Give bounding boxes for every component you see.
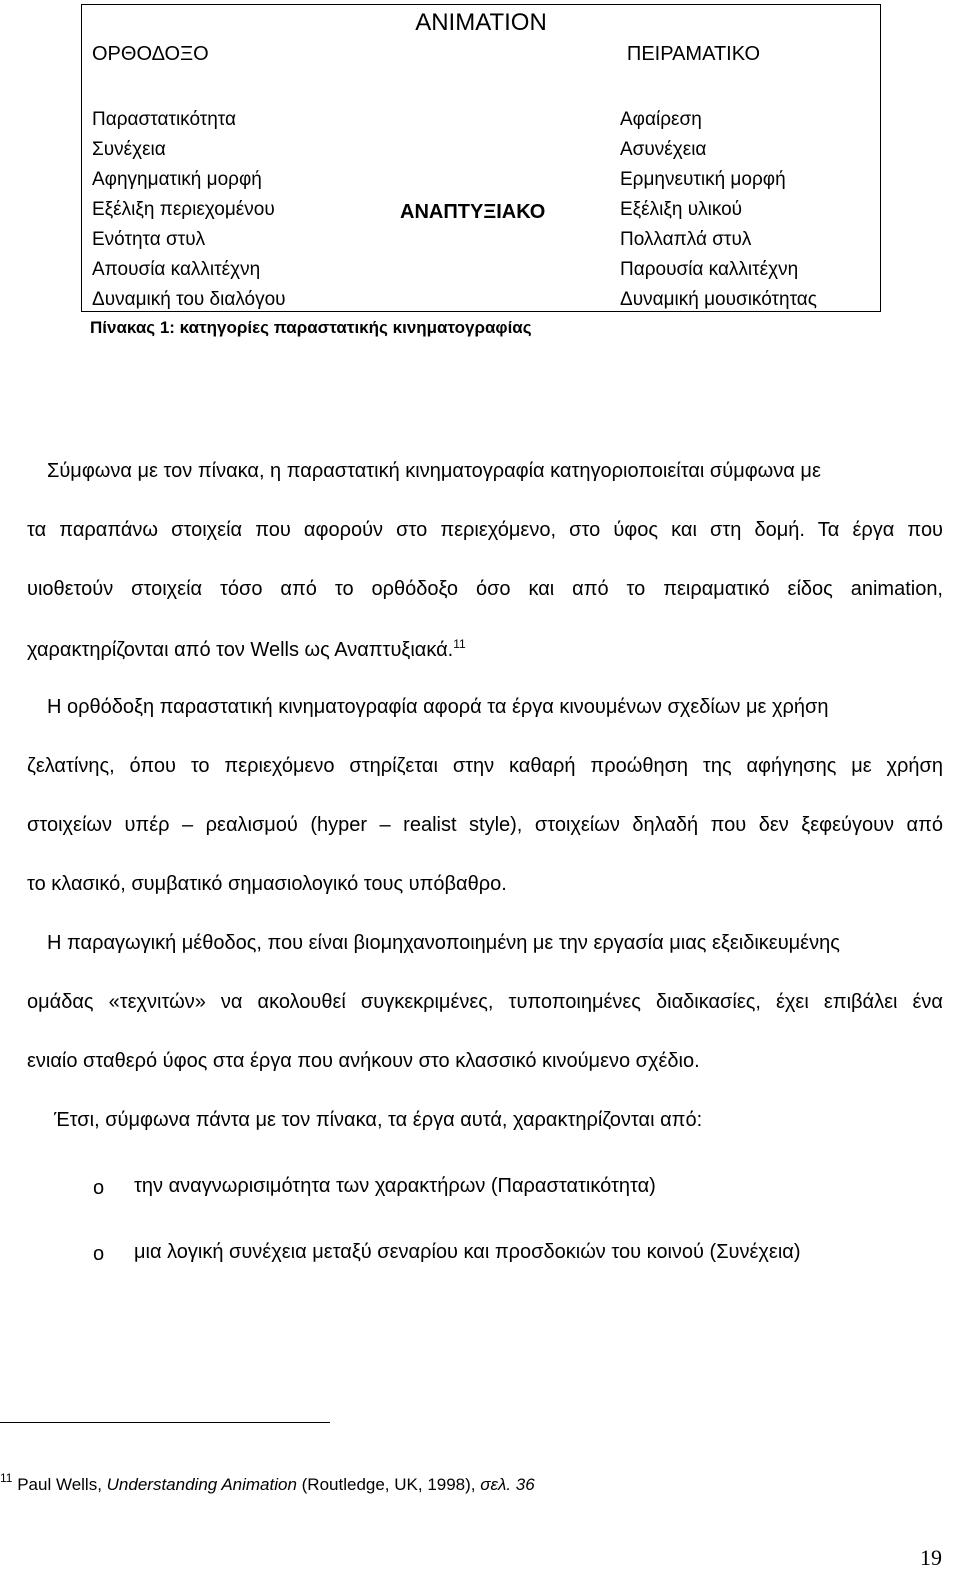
footnote-publisher: (Routledge, UK, 1998),: [296, 1475, 481, 1494]
footnote-page: σελ. 36: [480, 1475, 535, 1494]
list-item: Ασυνέχεια: [620, 139, 707, 160]
list-item: Αφηγηματική μορφή: [92, 169, 262, 190]
paragraph-1-line-3: υιοθετούν στοιχεία τόσο από το ορθόδοξο όσο και από το πειραματικό είδος animation,: [27, 578, 943, 600]
footnote-title: Understanding Animation: [106, 1475, 297, 1494]
list-item: Πολλαπλά στυλ: [620, 229, 752, 250]
list-item: Ενότητα στυλ: [92, 229, 206, 250]
experimental-list: [620, 105, 817, 315]
paragraph-2-line-3: στοιχείων υπέρ – ρεαλισμού (hyper – realist style), στοιχείων δηλαδή που δεν ξεφεύγουν από: [27, 814, 943, 836]
table-title: ANIMATION: [415, 9, 547, 36]
bullet-marker: o: [93, 1177, 105, 1199]
paragraph-4: Έτσι, σύμφωνα πάντα με τον πίνακα, τα έργα αυτά, χαρακτηρίζονται από:: [54, 1109, 703, 1131]
paragraph-2-line-4: το κλασικό, συμβατικό σημασιολογικό τους υπόβαθρο.: [27, 873, 507, 895]
paragraph-1-line-4-text: χαρακτηρίζονται από τον Wells ως Αναπτυξιακά.: [27, 639, 454, 661]
footnote-author: Paul Wells,: [17, 1475, 107, 1494]
paragraph-3-line-1: Η παραγωγική μέθοδος, που είναι βιομηχανοποιημένη με την εργασία μιας εξειδικευμένης: [47, 932, 840, 954]
list-item: Συνέχεια: [92, 139, 166, 160]
categories-table: [81, 4, 881, 312]
bullet-marker: o: [93, 1243, 105, 1265]
list-item: Παραστατικότητα: [92, 109, 237, 130]
footnote-ref[interactable]: 11: [453, 637, 466, 651]
header-experimental: ΠΕΙΡΑΜΑΤΙΚΟ: [626, 43, 760, 65]
list-item: Ερμηνευτική μορφή: [620, 169, 786, 190]
paragraph-3-line-2: ομάδας «τεχνιτών» να ακολουθεί συγκεκριμένες, τυποποιημένες διαδικασίες, έχει επιβάλει ένα: [27, 991, 943, 1013]
paragraph-2-line-1: Η ορθόδοξη παραστατική κινηματογραφία αφορά τα έργα κινουμένων σχεδίων με χρήση: [47, 696, 829, 718]
list-item: Εξέλιξη υλικού: [620, 199, 743, 220]
bullet-item-1: την αναγνωρισιμότητα των χαρακτήρων (Παραστατικότητα): [134, 1175, 656, 1197]
list-item: Εξέλιξη περιεχομένου: [92, 199, 275, 220]
paragraph-1-line-4: [27, 637, 466, 662]
paragraph-1-line-2: τα παραπάνω στοιχεία που αφορούν στο περιεχόμενο, στο ύφος και στη δομή. Τα έργα που: [27, 519, 943, 541]
table-caption: Πίνακας 1: κατηγορίες παραστατικής κινηματογραφίας: [90, 318, 532, 337]
header-orthodox: ΟΡΘΟΔΟΞΟ: [92, 43, 209, 65]
paragraph-1-line-1: Σύμφωνα με τον πίνακα, η παραστατική κινηματογραφία κατηγοριοποιείται σύμφωνα με: [47, 460, 821, 482]
list-item: Αφαίρεση: [620, 109, 702, 130]
paragraph-2-line-2: ζελατίνης, όπου το περιεχόμενο στηρίζεται στην καθαρή προώθηση της αφήγησης με χρήση: [27, 755, 943, 777]
list-item: Δυναμική μουσικότητας: [620, 289, 817, 310]
list-item: Παρουσία καλλιτέχνη: [620, 259, 799, 280]
page-number: 19: [920, 1545, 942, 1570]
bullet-item-2: μια λογική συνέχεια μεταξύ σεναρίου και προσδοκιών του κοινού (Συνέχεια): [134, 1241, 801, 1263]
footnote-number: 11: [0, 1471, 13, 1485]
footnote: [0, 1471, 535, 1495]
paragraph-3-line-3: ενιαίο σταθερό ύφος στα έργα που ανήκουν στο κλασσικό κινούμενο σχέδιο.: [27, 1050, 700, 1072]
list-item: Δυναμική του διαλόγου: [92, 289, 286, 310]
footnote-rule: [0, 1422, 330, 1423]
orthodox-list: [92, 105, 286, 315]
list-item: Απουσία καλλιτέχνη: [92, 259, 261, 280]
label-developmental: ΑΝΑΠΤΥΞΙΑΚΟ: [400, 201, 546, 223]
